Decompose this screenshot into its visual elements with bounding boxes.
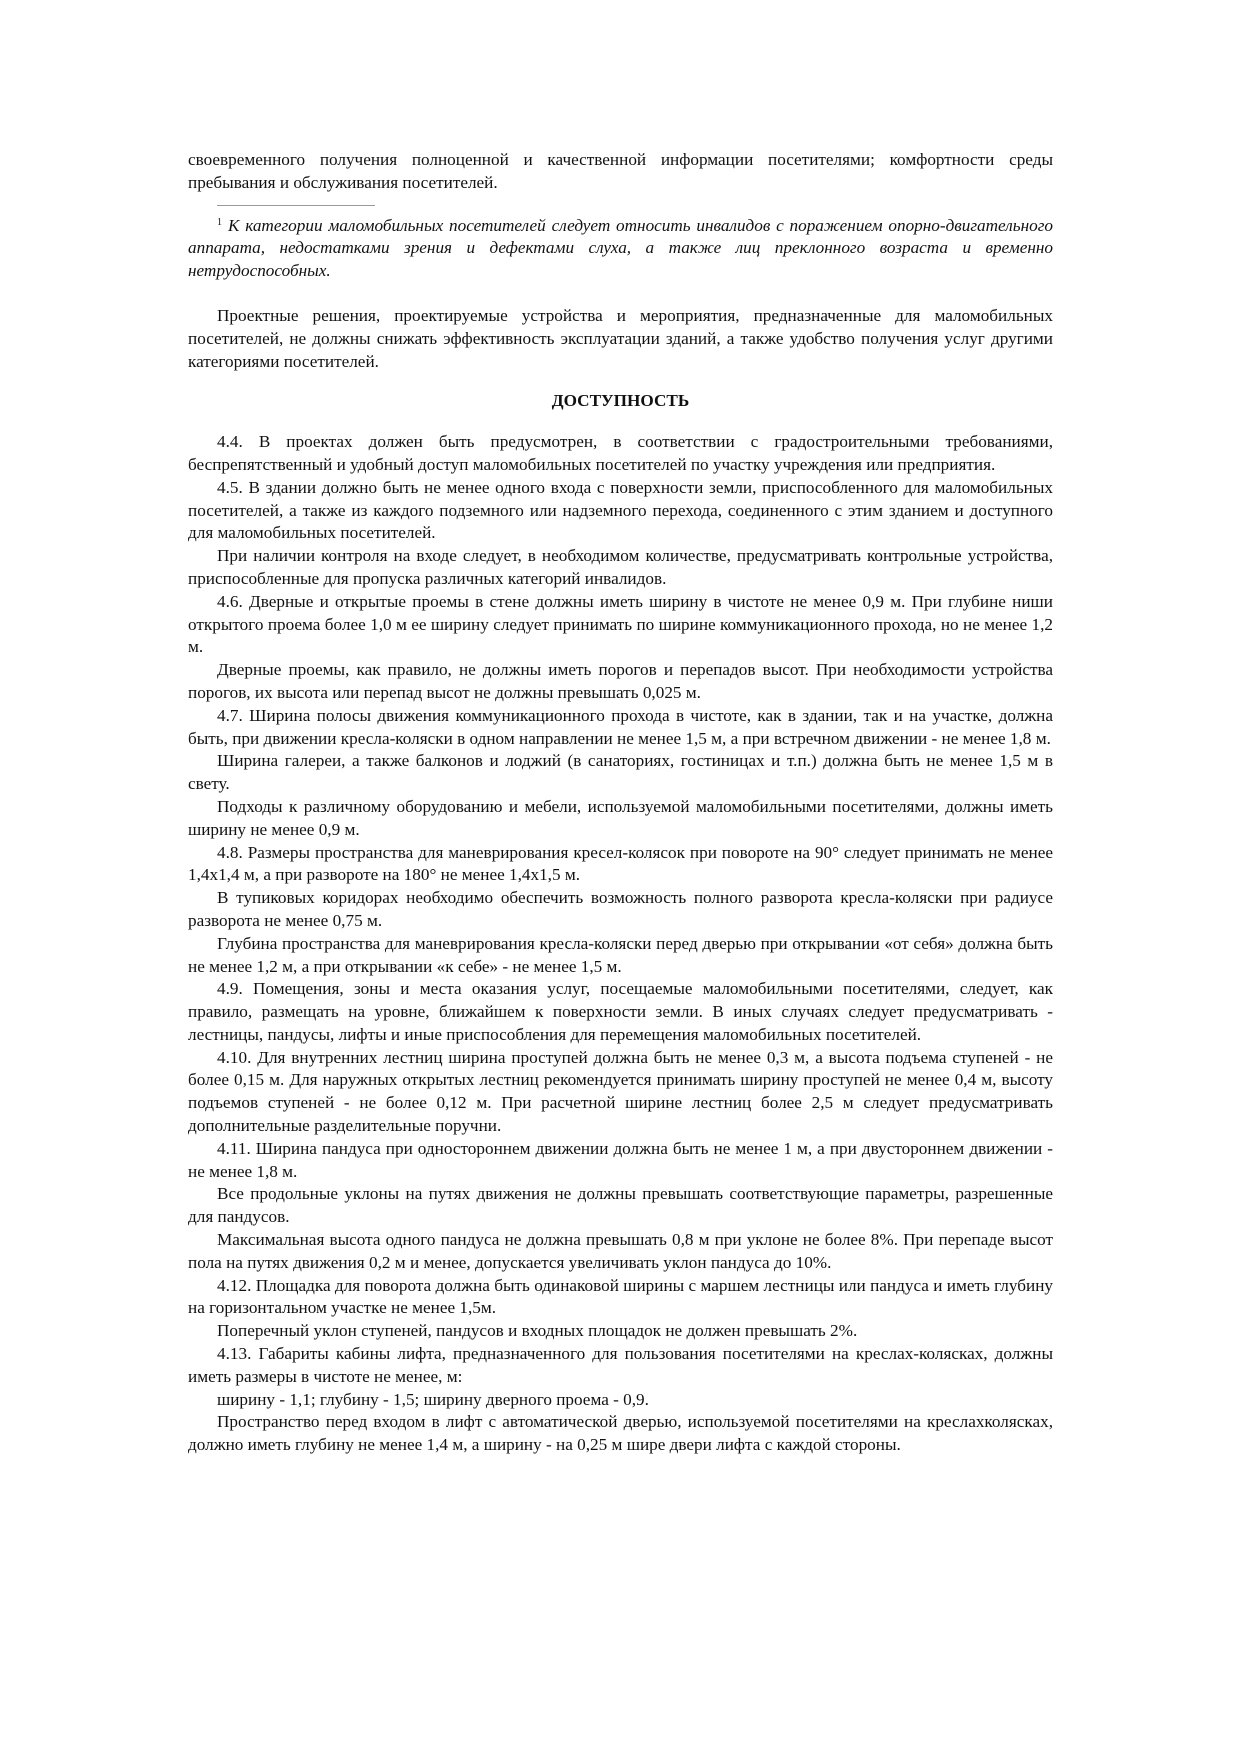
paragraph: ширину - 1,1; глубину - 1,5; ширину дверного проема - 0,9. <box>217 1389 649 1409</box>
top-paragraph: своевременного получения полноценной и качественной информации посетителями; комфортности среды пребывания и обслуживания посетителей. <box>188 150 1053 192</box>
paragraph: 4.12. Площадка для поворота должна быть одинаковой ширины с маршем лестницы или пандуса и иметь глубину на горизонтальном участке не менее 1,5м. <box>188 1275 1053 1318</box>
paragraph: Пространство перед входом в лифт с автоматической дверью, используемой посетителями на креслахколясках, должно иметь глубину не менее 1,4 м, а ширину - на 0,25 м шире двери лифта с каждой стороны. <box>188 1412 1053 1455</box>
paragraph: Поперечный уклон ступеней, пандусов и входных площадок не должен превышать 2%. <box>217 1321 858 1341</box>
paragraph: 4.10. Для внутренних лестниц ширина проступей должна быть не менее 0,3 м, а высота подъема ступеней - не более 0,15 м. Для наружных открытых лестниц рекомендуется принимать ширину проступей не менее 0,4 м, высоту подъемов ступеней - не более 0,12 м. При расчетной ширине лестниц более 2,5 м следует предусматривать дополнительные разделительные поручни. <box>188 1047 1053 1136</box>
intro-paragraph: Проектные решения, проектируемые устройства и мероприятия, предназначенные для маломобильных посетителей, не должны снижать эффективность эксплуатации зданий, а также удобство получения услуг другими категориями посетителей. <box>188 305 1053 371</box>
paragraph: 4.9. Помещения, зоны и места оказания услуг, посещаемые маломобильными посетителями, следует, как правило, размещать на уровне, ближайшем к поверхности земли. В иных случаях следует предусматривать - лестницы, пандусы, лифты и иные приспособления для перемещения маломобильных посетителей. <box>188 979 1053 1044</box>
paragraph-list <box>188 431 1053 1457</box>
paragraph: Максимальная высота одного пандуса не должна превышать 0,8 м при уклоне не более 8%. При перепаде высот пола на путях движения 0,2 м и менее, допускается увеличивать уклон пандуса до 10%. <box>188 1230 1053 1272</box>
paragraph: 4.7. Ширина полосы движения коммуникационного прохода в чистоте, как в здании, так и на участке, должна быть, при движении кресла-коляски в одном направлении не менее 1,5 м, а при встречном движении - не менее 1,8 м. <box>188 705 1053 748</box>
paragraph: Глубина пространства для маневрирования кресла-коляски перед дверью при открывании «от себя» должна быть не менее 1,2 м, а при открывании «к себе» - не менее 1,5 м. <box>188 933 1053 976</box>
paragraph: Ширина галереи, а также балконов и лоджий (в санаториях, гостиницах и т.п.) должна быть не менее 1,5 м в свету. <box>188 751 1053 794</box>
document-page <box>188 149 1053 1457</box>
footnote-divider <box>217 205 375 206</box>
paragraph: 4.4. В проектах должен быть предусмотрен, в соответствии с градостроительными требованиями, беспрепятственный и удобный доступ маломобильных посетителей по участку учреждения или предприятия. <box>188 432 1053 474</box>
footnote-marker: 1 <box>217 216 222 228</box>
paragraph: 4.5. В здании должно быть не менее одного входа с поверхности земли, приспособленного для маломобильных посетителей, а также из каждого подземного или надземного перехода, соединенного с этим зданием и доступного для маломобильных посетителей. <box>188 477 1053 543</box>
paragraph: Дверные проемы, как правило, не должны иметь порогов и перепадов высот. При необходимости устройства порогов, их высота или перепад высот не должны превышать 0,025 м. <box>188 660 1053 702</box>
footnote <box>188 215 1053 283</box>
footnote-text: К категории маломобильных посетителей следует относить инвалидов с поражением опорно-двигательного аппарата, недостатками зрения и дефектами слуха, а также лиц преклонного возраста и временно нетрудоспособных. <box>188 215 1053 281</box>
paragraph: Все продольные уклоны на путях движения не должны превышать соответствующие параметры, разрешенные для пандусов. <box>188 1184 1053 1227</box>
paragraph: Подходы к различному оборудованию и мебели, используемой маломобильными посетителями, должны иметь ширину не менее 0,9 м. <box>188 796 1053 839</box>
paragraph: 4.11. Ширина пандуса при одностороннем движении должна быть не менее 1 м, а при двустороннем движении - не менее 1,8 м. <box>188 1138 1053 1181</box>
paragraph: 4.13. Габариты кабины лифта, предназначенного для пользования посетителями на креслах-колясках, должны иметь размеры в чистоте не менее, м: <box>188 1344 1053 1386</box>
section-heading: ДОСТУПНОСТЬ <box>551 391 690 411</box>
paragraph: При наличии контроля на входе следует, в необходимом количестве, предусматривать контрольные устройства, приспособленные для пропуска различных категорий инвалидов. <box>188 546 1053 588</box>
paragraph: 4.6. Дверные и открытые проемы в стене должны иметь ширину в чистоте не менее 0,9 м. При глубине ниши открытого проема более 1,0 м ее ширину следует принимать по ширине коммуникационного прохода, но не менее 1,2 м. <box>188 591 1053 657</box>
paragraph: 4.8. Размеры пространства для маневрирования кресел-колясок при повороте на 90° следует принимать не менее 1,4х1,4 м, а при развороте на 180° не менее 1,4х1,5 м. <box>188 842 1053 885</box>
paragraph: В тупиковых коридорах необходимо обеспечить возможность полного разворота кресла-коляски при радиусе разворота не менее 0,75 м. <box>188 888 1053 930</box>
